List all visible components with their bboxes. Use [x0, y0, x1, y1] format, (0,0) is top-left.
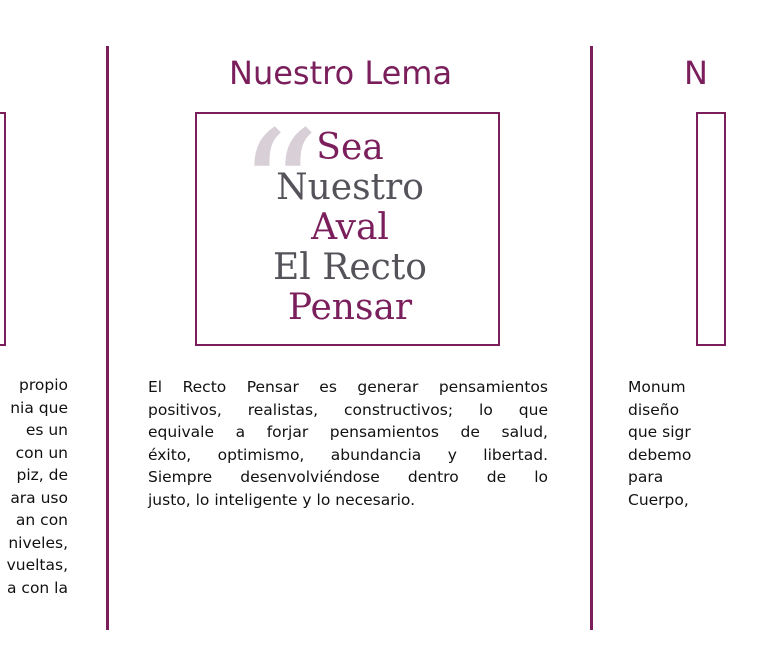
motto-text — [200, 128, 500, 328]
motto-line: Pensar — [287, 287, 413, 328]
paragraph-line: equivale a forjar pensamientos de salud, — [148, 423, 548, 441]
paragraph-line: debemo — [628, 445, 692, 464]
section-title-right: N — [684, 54, 708, 92]
paragraph-line: Cuerpo, — [628, 490, 689, 509]
right-column-paragraph — [628, 376, 768, 511]
left-column-paragraph — [0, 374, 68, 599]
motto-description-paragraph — [148, 376, 548, 511]
paragraph-line: El Recto Pensar es generar pensamientos — [148, 378, 548, 396]
paragraph-line: justo, lo inteligente y lo necesario. — [148, 490, 416, 509]
left-column-frame — [0, 112, 6, 346]
motto-line: El Recto — [273, 247, 427, 288]
paragraph-line: a con la — [7, 578, 68, 597]
motto-line: Nuestro — [276, 167, 424, 208]
paragraph-line: positivos, realistas, constructivos; lo que — [148, 400, 548, 419]
paragraph-line: Siempre desenvolviéndose dentro de lo — [148, 468, 548, 486]
right-column-frame — [696, 112, 726, 346]
motto-line: Sea — [316, 127, 384, 168]
section-title-nuestro-lema: Nuestro Lema — [229, 54, 453, 92]
paragraph-line: es un — [25, 421, 68, 439]
paragraph-line: con un — [15, 443, 68, 462]
paragraph-line: niveles, — [8, 533, 68, 552]
paragraph-line: an con — [15, 511, 68, 529]
paragraph-line: propio — [19, 376, 68, 394]
paragraph-line: para — [628, 468, 664, 486]
paragraph-line: éxito, optimismo, abundancia y libertad. — [148, 445, 548, 464]
paragraph-line: Monum — [628, 378, 686, 396]
paragraph-line: que sigr — [628, 423, 691, 441]
paragraph-line: diseño — [628, 400, 680, 419]
quote-mark-icon: “ — [238, 96, 320, 283]
column-divider-left — [106, 46, 109, 630]
paragraph-line: vueltas, — [6, 556, 68, 574]
motto-line: Aval — [311, 207, 389, 248]
paragraph-line: piz, de — [16, 466, 68, 484]
paragraph-line: nia que — [10, 398, 68, 417]
paragraph-line: ara uso — [10, 488, 68, 507]
column-divider-right — [590, 46, 593, 630]
